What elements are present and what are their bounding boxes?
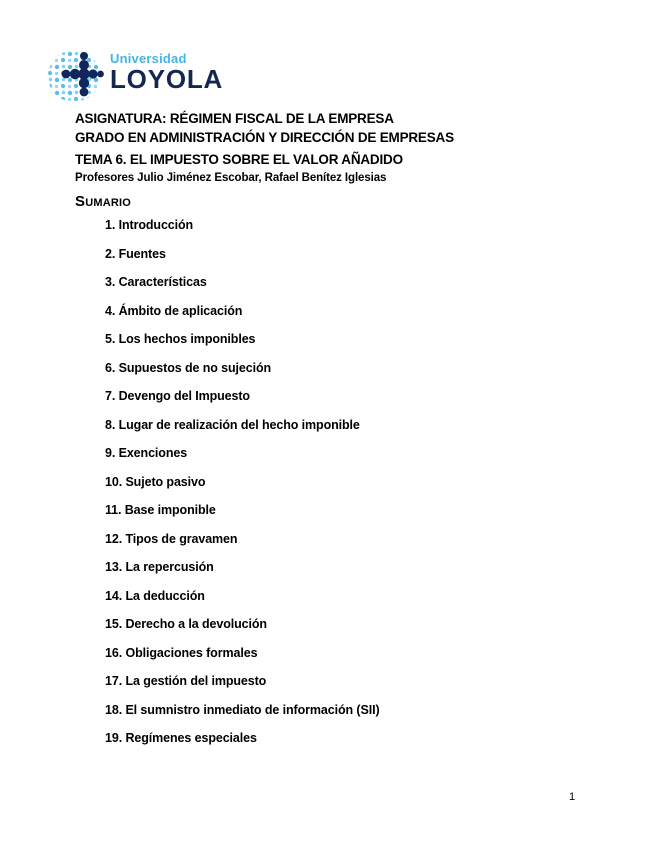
summary-item-10: 10. Sujeto pasivo	[105, 474, 206, 489]
summary-item-4: 4. Ámbito de aplicación	[105, 303, 243, 318]
summary-item-14: 14. La deducción	[105, 588, 205, 603]
summary-item-6: 6. Supuestos de no sujeción	[105, 360, 272, 375]
summary-item-11: 11. Base imponible	[105, 503, 216, 517]
summary-item-7: 7. Devengo del Impuesto	[105, 389, 250, 403]
summary-item-1: 1. Introducción	[105, 218, 194, 232]
page-number: 1	[569, 791, 576, 803]
summary-item-16: 16. Obligaciones formales	[105, 645, 258, 660]
summary-item-13: 13. La repercusión	[105, 560, 214, 574]
logo-universidad-text: Universidad	[110, 51, 187, 66]
logo-loyola-text: LOYOLA	[110, 64, 224, 94]
summary-item-12: 12. Tipos de gravamen	[105, 531, 238, 546]
logo-wordmark	[110, 44, 223, 93]
topic-title: TEMA 6. EL IMPUESTO SOBRE EL VALOR AÑADIDO	[75, 152, 403, 167]
summary-heading: Sumario	[75, 193, 132, 210]
course-title: ASIGNATURA: RÉGIMEN FISCAL DE LA EMPRESA	[75, 111, 394, 126]
summary-item-3: 3. Características	[105, 275, 207, 289]
professors-line: Profesores Julio Jiménez Escobar, Rafael Benítez Iglesias	[75, 172, 387, 184]
degree-title: GRADO EN ADMINISTRACIÓN Y DIRECCIÓN DE EMPRESAS	[75, 130, 454, 145]
summary-list	[105, 211, 555, 753]
summary-item-17: 17. La gestión del impuesto	[105, 674, 267, 688]
document-header	[75, 109, 595, 186]
university-logo	[47, 44, 223, 107]
summary-item-2: 2. Fuentes	[105, 246, 166, 261]
loyola-globe-icon	[47, 44, 105, 107]
summary-item-19: 19. Regímenes especiales	[105, 731, 257, 745]
summary-item-8: 8. Lugar de realización del hecho imponible	[105, 417, 360, 432]
summary-item-18: 18. El sumnistro inmediato de información (SII)	[105, 702, 380, 717]
summary-item-15: 15. Derecho a la devolución	[105, 617, 267, 631]
summary-item-5: 5. Los hechos imponibles	[105, 332, 256, 346]
summary-item-9: 9. Exenciones	[105, 446, 188, 460]
